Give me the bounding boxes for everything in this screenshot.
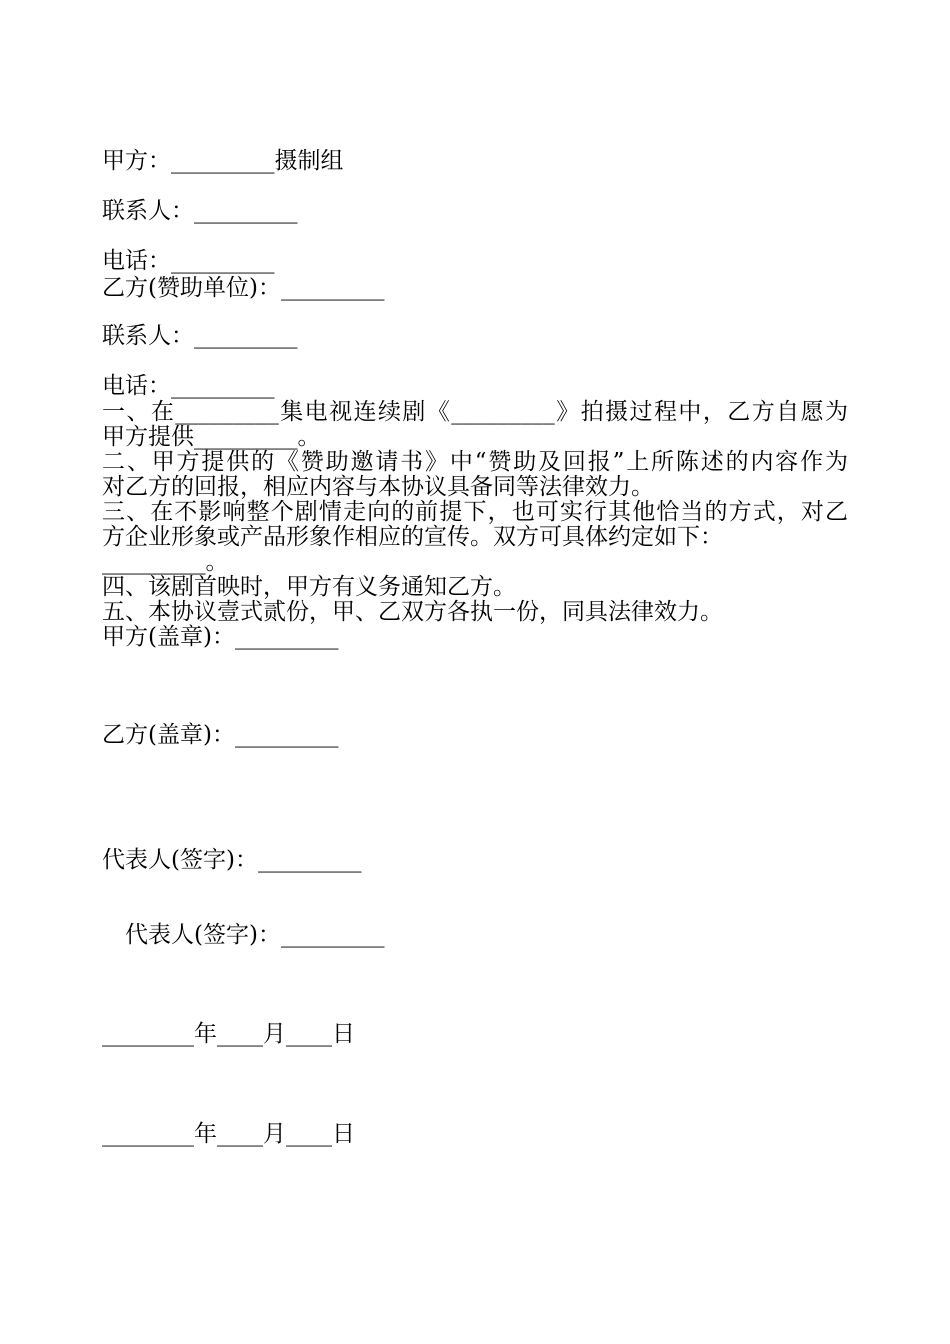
- clause-4-line: 四、该剧首映时，甲方有义务通知乙方。: [102, 574, 516, 600]
- party-b-contact-line: 联系人：_________: [102, 323, 298, 349]
- party-a-phone-line: 电话：_________: [102, 248, 275, 274]
- party-a-line: 甲方：_________摄制组: [102, 148, 344, 174]
- party-b-phone-line: 电话：_________: [102, 373, 275, 399]
- clause-3-line-1: 三、在不影响整个剧情走向的前提下，也可实行其他恰当的方式，对乙: [102, 499, 848, 525]
- clause-1-line-2: 甲方提供_________。: [102, 424, 321, 450]
- clause-5-line: 五、本协议壹式贰份，甲、乙双方各执一份，同具法律效力。: [102, 599, 723, 625]
- date-line-b: ________年____月____日: [102, 1121, 355, 1147]
- clause-3-line-2: 方企业形象或产品形象作相应的宣传。双方可具体约定如下：: [102, 524, 723, 550]
- party-a-contact-line: 联系人：_________: [102, 198, 298, 224]
- party-a-seal-line: 甲方(盖章)：_________: [102, 624, 339, 650]
- clause-2-line-2: 对乙方的回报，相应内容与本协议具备同等法律效力。: [102, 474, 654, 500]
- party-b-line: 乙方(赞助单位)：_________: [102, 275, 385, 301]
- clause-2-line-1: 二、甲方提供的《赞助邀请书》中“赞助及回报”上所陈述的内容作为: [102, 449, 848, 475]
- clause-1-line-1: 一、在_________集电视连续剧《_________》拍摄过程中，乙方自愿为: [102, 399, 848, 425]
- date-line-a: ________年____月____日: [102, 1021, 355, 1047]
- representative-b-signature-line: 代表人(签字)：_________: [125, 922, 385, 948]
- representative-a-signature-line: 代表人(签字)：_________: [102, 847, 362, 873]
- party-b-seal-line: 乙方(盖章)：_________: [102, 722, 339, 748]
- clause-3-line-3: _________。: [102, 549, 229, 575]
